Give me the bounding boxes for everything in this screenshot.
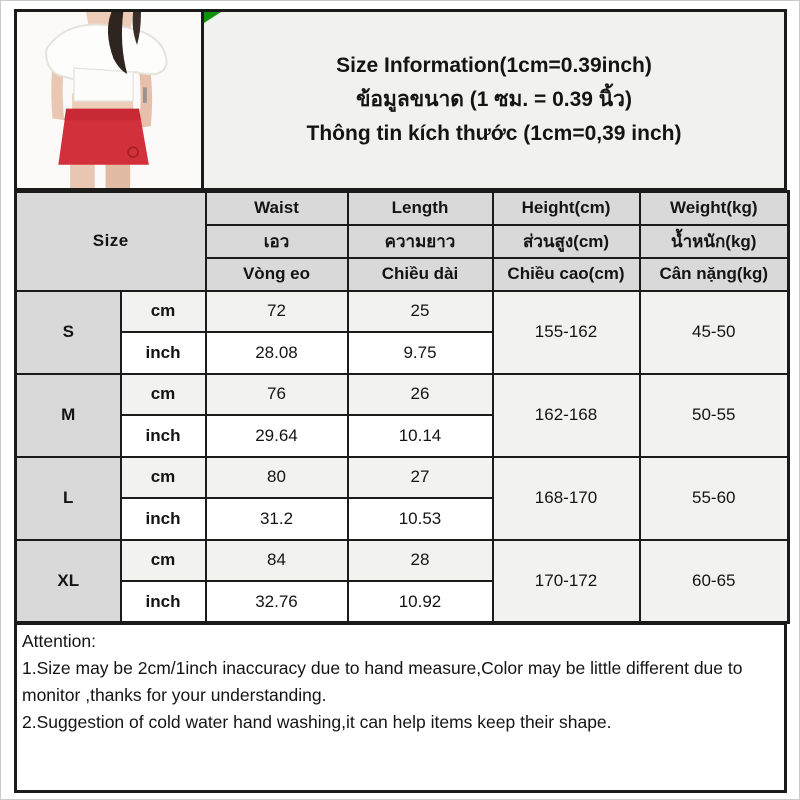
header-length-vi: Chiều dài (348, 258, 493, 291)
header-height-vi: Chiều cao(cm) (493, 258, 640, 291)
model-illustration (17, 12, 201, 188)
cell-m-inch-length: 10.14 (348, 415, 493, 457)
product-photo (17, 12, 204, 188)
attention-box (14, 623, 787, 793)
size-label-l: L (16, 457, 121, 540)
attention-note-1: 1.Size may be 2cm/1inch inaccuracy due to hand measure,Color may be little different due to monitor ,thanks for your understanding. (22, 658, 743, 705)
cell-s-weight: 45-50 (640, 291, 789, 374)
title-thai: ข้อมูลขนาด (1 ซม. = 0.39 นิ้ว) (356, 88, 632, 111)
cell-s-height: 155-162 (493, 291, 640, 374)
cell-s-cm-length: 25 (348, 291, 493, 333)
size-chart-table (14, 190, 790, 624)
unit-label-cm: cm (121, 540, 206, 582)
green-corner-marker-icon (204, 12, 221, 23)
title-vietnamese: Thông tin kích thước (1cm=0,39 inch) (306, 122, 682, 145)
title-box (204, 12, 784, 188)
unit-label-inch: inch (121, 498, 206, 540)
attention-note-2: 2.Suggestion of cold water hand washing,it can help items keep their shape. (22, 712, 612, 732)
cell-s-inch-length: 9.75 (348, 332, 493, 374)
cell-xl-cm-waist: 84 (206, 540, 348, 582)
size-corner-header: Size (16, 192, 206, 291)
header-weight-th: น้ำหนัก(kg) (640, 225, 789, 258)
unit-label-inch: inch (121, 415, 206, 457)
cell-xl-cm-length: 28 (348, 540, 493, 582)
cell-xl-weight: 60-65 (640, 540, 789, 623)
size-label-xl: XL (16, 540, 121, 623)
cell-l-height: 168-170 (493, 457, 640, 540)
content-area (14, 9, 787, 792)
header-weight-vi: Cân nặng(kg) (640, 258, 789, 291)
cell-xl-height: 170-172 (493, 540, 640, 623)
title-english: Size Information(1cm=0.39inch) (336, 54, 652, 77)
cell-xl-inch-waist: 32.76 (206, 581, 348, 623)
cell-l-cm-waist: 80 (206, 457, 348, 499)
cell-m-weight: 50-55 (640, 374, 789, 457)
cell-m-cm-length: 26 (348, 374, 493, 416)
cell-m-height: 162-168 (493, 374, 640, 457)
header-height-en: Height(cm) (493, 192, 640, 225)
unit-label-inch: inch (121, 332, 206, 374)
unit-label-cm: cm (121, 291, 206, 333)
size-label-s: S (16, 291, 121, 374)
cell-s-cm-waist: 72 (206, 291, 348, 333)
header-length-th: ความยาว (348, 225, 493, 258)
cell-xl-inch-length: 10.92 (348, 581, 493, 623)
header-length-en: Length (348, 192, 493, 225)
unit-label-cm: cm (121, 457, 206, 499)
cell-s-inch-waist: 28.08 (206, 332, 348, 374)
header-waist-th: เอว (206, 225, 348, 258)
cell-l-inch-waist: 31.2 (206, 498, 348, 540)
top-section (14, 9, 787, 191)
header-height-th: ส่วนสูง(cm) (493, 225, 640, 258)
attention-heading: Attention: (22, 631, 96, 651)
cell-l-weight: 55-60 (640, 457, 789, 540)
size-label-m: M (16, 374, 121, 457)
cell-l-inch-length: 10.53 (348, 498, 493, 540)
cell-m-inch-waist: 29.64 (206, 415, 348, 457)
unit-label-inch: inch (121, 581, 206, 623)
header-waist-vi: Vòng eo (206, 258, 348, 291)
cell-l-cm-length: 27 (348, 457, 493, 499)
unit-label-cm: cm (121, 374, 206, 416)
cell-m-cm-waist: 76 (206, 374, 348, 416)
header-waist-en: Waist (206, 192, 348, 225)
header-weight-en: Weight(kg) (640, 192, 789, 225)
